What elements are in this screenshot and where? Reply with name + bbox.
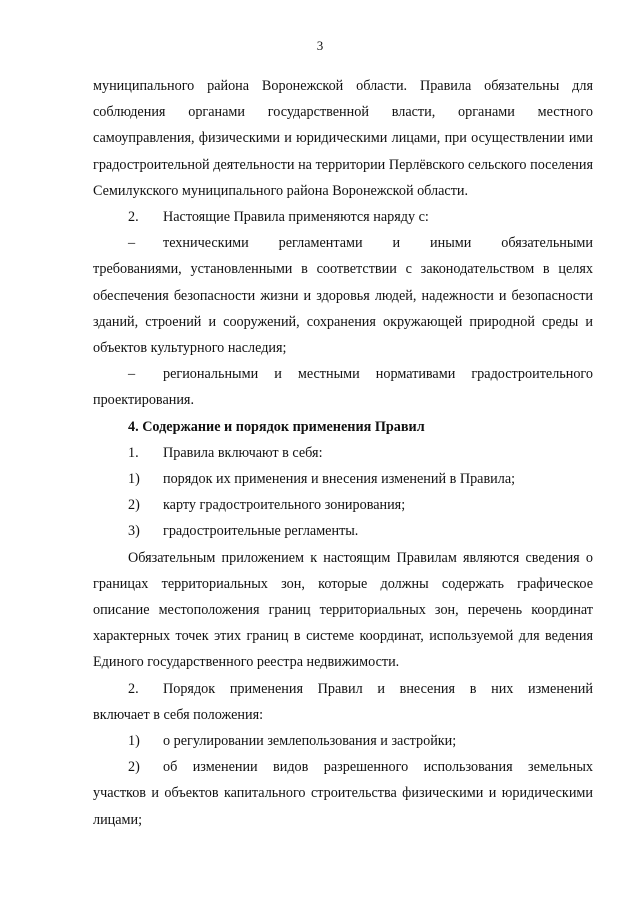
numbered-paragraph-2-procedure [93, 676, 593, 728]
dash-marker: – [128, 235, 136, 252]
paragraph-rest: включает в себя положения: [93, 706, 264, 723]
list-item [93, 518, 593, 544]
numbered-paragraph-1 [93, 440, 593, 466]
paragraph-continuation: муниципального района Воронежской области. Правила обязательны для соблюдения органами государственной власти, органами местного самоуправления, физическими и юридическими лицами, при осуществлении ими градостроительной деятельности на территории Перлёвского сельского поселения Семилукского муниципального района Воронежской области. [93, 78, 593, 199]
dash-marker: – [128, 366, 136, 383]
section-heading: 4. Содержание и порядок применения Правил [128, 418, 425, 435]
list-item [93, 492, 593, 518]
paragraph-text: Правила включают в себя: [163, 444, 323, 461]
list-item [93, 754, 593, 833]
paragraph-mandatory-appendix: Обязательным приложением к настоящим Правилам являются сведения о границах территориальных зон, которые должны содержать графическое описание местоположения границ территориальных зон, перечень координат характерных точек этих границ в системе координат, используемой для ведения Единого государственного реестра недвижимости. [93, 549, 593, 671]
list-item [93, 728, 593, 754]
list-marker: 1) [128, 471, 140, 488]
paragraph-marker: 2. [128, 209, 139, 226]
dash-item-first-line: региональными и местными нормативами градостроительного [163, 366, 593, 383]
list-marker: 2) [128, 497, 140, 514]
dash-item-regional-norms [93, 361, 593, 413]
page-number: 3 [316, 38, 324, 53]
list-first-line: об изменении видов разрешенного использования земельных [163, 759, 593, 776]
dash-item-first-line: техническими регламентами и иными обязательными [163, 235, 593, 252]
paragraph-marker: 1. [128, 444, 139, 461]
dash-item-rest: требованиями, установленными в соответствии с законодательством в целях обеспечения безопасности жизни и здоровья людей, надежности и безопасности зданий, строений и сооружений, сохранения окружающей природной среды и объектов культурного наследия; [93, 261, 593, 357]
list-text: порядок их применения и внесения изменений в Правила; [163, 471, 516, 488]
list-marker: 2) [128, 759, 140, 776]
paragraph-first-line: Порядок применения Правил и внесения в них изменений [163, 680, 593, 697]
list-text: карту градостроительного зонирования; [163, 497, 406, 514]
paragraph-text: Настоящие Правила применяются наряду с: [163, 209, 429, 226]
list-marker: 1) [128, 733, 140, 750]
list-item [93, 466, 593, 492]
dash-item-rest: проектирования. [93, 392, 195, 409]
list-text: градостроительные регламенты. [163, 523, 359, 540]
document-body [93, 73, 593, 833]
list-text: о регулировании землепользования и застройки; [163, 733, 457, 750]
list-marker: 3) [128, 523, 140, 540]
list-rest: участков и объектов капитального строительства физическими и юридическими лицами; [93, 785, 593, 828]
paragraph-marker: 2. [128, 680, 139, 697]
numbered-paragraph-2 [93, 204, 593, 230]
dash-item-technical-regulations [93, 230, 593, 361]
